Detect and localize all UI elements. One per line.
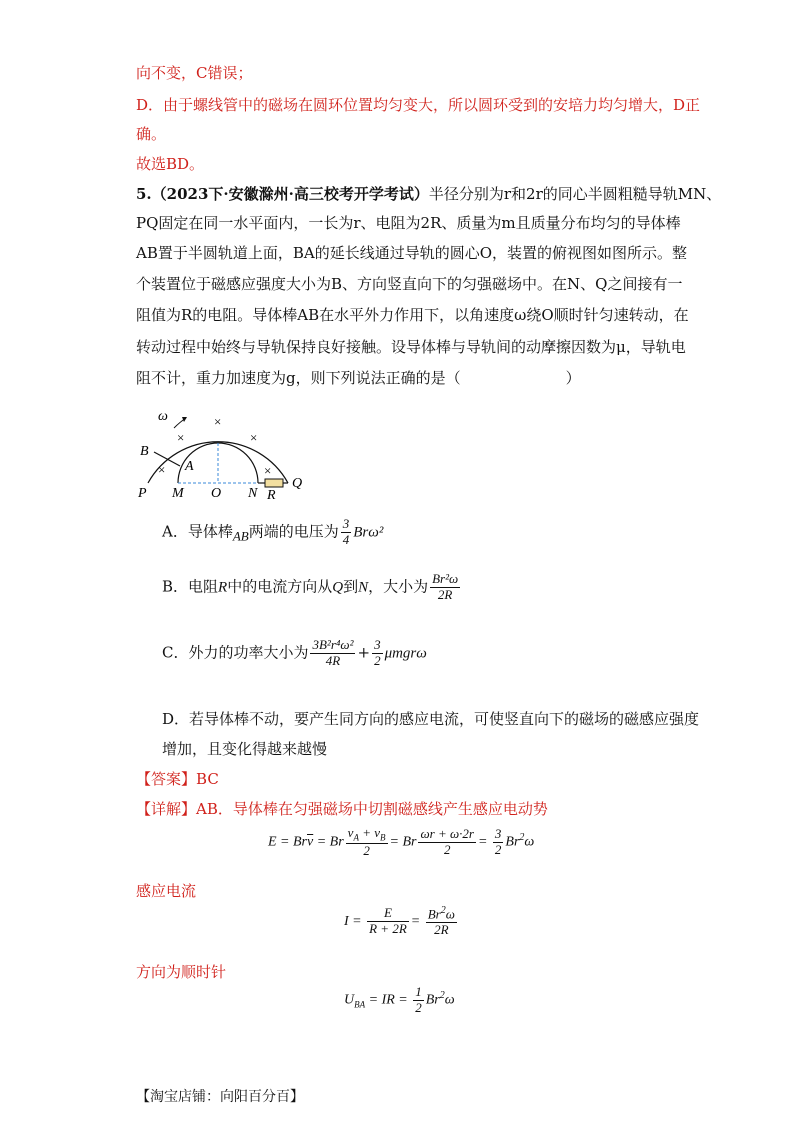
label-b: B — [140, 444, 149, 459]
question-number: 5. — [136, 185, 152, 203]
label-n: N — [248, 486, 258, 500]
question-line-7: 阻不计，重力加速度为g，则下列说法正确的是（ ） — [136, 369, 581, 387]
prev-line-3: 确。 — [136, 125, 167, 143]
question-line-1: 半径分别为r和2r的同心半圆粗糙导轨MN、 — [428, 185, 722, 203]
rotating-rod-diagram — [130, 400, 320, 500]
footer-shop: 【淘宝店铺：向阳百分百】 — [136, 1089, 304, 1105]
label-p: P — [138, 486, 147, 500]
resistor-r — [265, 479, 283, 487]
equation-current: I = $\frac{E}{R + 2R}$ = $\frac{Br^2\omega}{2R}$ — [344, 905, 455, 938]
question-line-4: 个装置位于磁感应强度大小为B、方向竖直向下的匀强磁场中。在N、Q之间接有一 — [136, 275, 683, 293]
option-a: A．导体棒AB两端的电压为 $\frac{3}{4}$ Brω² — [162, 516, 384, 547]
option-b: B．电阻R中的电流方向从Q到N，大小为 $\frac{\text{Br²ω}}{2R}$ — [162, 571, 459, 602]
question-line-3: AB置于半圆轨道上面，BA的延长线通过导轨的圆心O，装置的俯视图如图所示。整 — [136, 244, 688, 262]
label-m: M — [172, 486, 184, 500]
field-cross: × — [264, 463, 272, 478]
question-line-5: 阻值为R的电阻。导体棒AB在水平外力作用下，以角速度ω绕O顺时针匀速转动，在 — [136, 306, 689, 324]
option-c: C．外力的功率大小为 $\frac{\text{3B²r⁴ω²}}{4R}$ + $\frac{3}{2}$ μmgrω — [162, 637, 427, 668]
field-cross: × — [158, 462, 166, 477]
equation-emf: $E = Br\overline{v} = Br$ $\frac{v_A + v_B}{2}$ = Br $\frac{\omega r + \omega\cdot 2r}{2}$ = $\frac{3}{2}$ Br$^2$ω — [268, 825, 535, 858]
field-cross: × — [250, 430, 258, 445]
label-r: R — [267, 488, 276, 500]
prev-line-2: D．由于螺线管中的磁场在圆环位置均匀变大，所以圆环受到的安培力均匀增大，D正 — [136, 96, 701, 114]
induced-current-label: 感应电流 — [136, 882, 197, 900]
label-q: Q — [292, 476, 303, 491]
direction-label: 方向为顺时针 — [136, 963, 227, 981]
label-omega: ω — [158, 409, 168, 424]
label-o: O — [211, 486, 222, 500]
detail-intro: 【详解】AB．导体棒在匀强磁场中切割磁感线产生感应电动势 — [136, 800, 548, 818]
option-d-line-1: D．若导体棒不动，要产生同方向的感应电流，可使竖直向下的磁场的磁感应强度 — [162, 710, 700, 728]
prev-line-4: 故选BD。 — [136, 155, 205, 173]
question-first-line — [136, 183, 721, 204]
label-a: A — [185, 459, 194, 474]
equation-voltage: $U_{BA}$ = IR = $\frac{1}{2}$ Br$^2$ω — [344, 984, 455, 1015]
answer: 【答案】BC — [136, 770, 219, 788]
prev-line-1: 向不变，C错误； — [136, 64, 253, 82]
field-cross: × — [177, 430, 185, 445]
question-line-6: 转动过程中始终与导轨保持良好接触。设导体棒与导轨间的动摩擦因数为μ，导轨电 — [136, 338, 686, 356]
question-line-2: PQ固定在同一水平面内，一长为r、电阻为2R、质量为m且质量分布均匀的导体棒 — [136, 214, 681, 232]
option-d-line-2: 增加，且变化得越来越慢 — [162, 740, 328, 758]
question-source: （2023下·安徽滁州·高三校考开学考试） — [151, 185, 429, 203]
field-cross: × — [214, 414, 222, 429]
